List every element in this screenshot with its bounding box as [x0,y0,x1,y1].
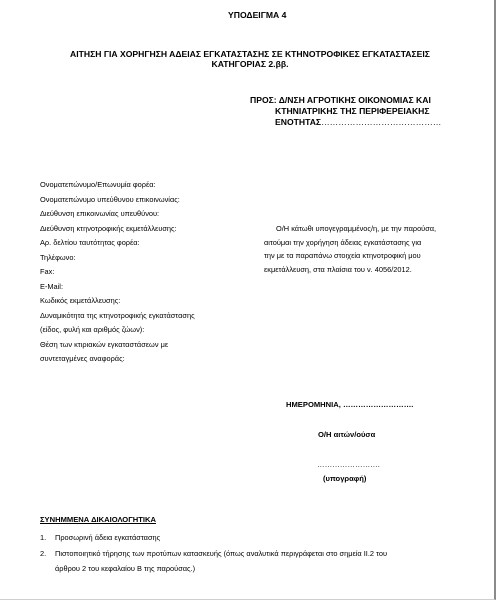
signature-dots[interactable]: ……………………. [317,460,380,469]
attachments-title: ΣΥΝΗΜΜΕΝΑ ΔΙΚΑΙΟΛΟΓΗΤΙΚΑ [40,515,156,524]
date-line[interactable]: ΗΜΕΡΟΜΗΝΙΑ, ………………………. [286,400,414,409]
attachments-list [40,531,387,576]
declaration-block [264,222,436,276]
field-capacity[interactable]: Δυναμικότητα της κτηνοτροφικής εγκατάστασης [40,310,195,320]
field-contact-name[interactable]: Ονοματεπώνυμο υπεύθυνου επικοινωνίας: [40,194,180,204]
recipient-line-1: ΠΡΟΣ: Δ/ΝΣΗ ΑΓΡΟΤΙΚΗΣ ΟΙΚΟΝΟΜΙΑΣ ΚΑΙ [250,95,431,105]
field-farm-address[interactable]: Διεύθυνση κτηνοτροφικής εκμετάλλευσης: [40,223,177,233]
field-coordinates[interactable]: συντεταγμένες αναφοράς: [40,354,125,363]
recipient-block [250,95,441,128]
field-fax[interactable]: Fax: [40,267,55,276]
recipient-line-3-dots: …………………………………… [321,117,442,127]
attachment-item [40,547,387,561]
heading-line-1: ΑΙΤΗΣΗ ΓΙΑ ΧΟΡΗΓΗΣΗ ΑΔΕΙΑΣ ΕΓΚΑΤΑΣΤΑΣΗΣ ΣΕ ΚΤΗΝΟΤΡΟΦΙΚΕΣ ΕΓΚΑΤΑΣΤΑΣΕΙΣ [70,49,430,59]
declaration-line-4: εκμετάλλευση, στα πλαίσια του ν. 4056/2012. [264,264,412,274]
field-capacity-detail[interactable]: (είδος, φυλή και αριθμός ζώων): [40,325,145,334]
signature-label: (υπογραφή) [323,474,367,483]
heading-line-2: ΚΑΤΗΓΟΡΙΑΣ 2.ββ. [211,59,289,69]
attachment-item [40,531,387,545]
field-email[interactable]: E-Mail: [40,281,63,291]
attachment-text: Πιστοποιητικό τήρησης των προτύπων κατασκευής (όπως αναλυτικά περιγράφεται στο σημεία ΙΙ.2 του [55,548,388,558]
declaration-line-2: αιτούμαι την χορήγηση άδειας εγκατάστασης για [264,237,422,247]
field-contact-address[interactable]: Διεύθυνση επικοινωνίας υπευθύνου: [40,209,160,218]
field-id-number[interactable]: Αρ. δελτίου ταυτότητας φορέα: [40,238,140,247]
attachment-text: Προσωρινή άδεια εγκατάστασης [55,533,161,542]
applicant-label: Ο/Η αιτών/ούσα [318,430,376,439]
declaration-line-1: Ο/Η κάτωθι υπογεγραμμένος/η, με την παρούσα, [276,224,437,233]
document-heading [40,49,460,69]
attachment-number: 1. [40,533,47,542]
document-title: ΥΠΟΔΕΙΓΜΑ 4 [228,10,287,20]
recipient-line-3-label: ΕΝΟΤΗΤΑΣ [275,117,322,127]
recipient-line-3 [250,117,441,128]
declaration-line-3: την με τα παραπάνω στοιχεία κτηνοτροφική μου [264,251,421,260]
field-farm-code[interactable]: Κωδικός εκμετάλλευσης: [40,296,121,305]
attachment-number: 2. [40,548,47,558]
field-name[interactable]: Ονοματεπώνυμο/Επωνυμία φορέα: [40,180,156,189]
recipient-line-2: ΚΤΗΝΙΑΤΡΙΚΗΣ ΤΗΣ ΠΕΡΙΦΕΡΕΙΑΚΗΣ [275,106,430,116]
form-fields [40,178,195,367]
attachment-item-continuation: άρθρου 2 του κεφαλαίου Β της παρούσας.) [55,564,196,573]
field-location[interactable]: Θέση των κτιριακών εγκαταστάσεων με [40,339,169,349]
field-phone[interactable]: Τηλέφωνο: [40,252,76,262]
